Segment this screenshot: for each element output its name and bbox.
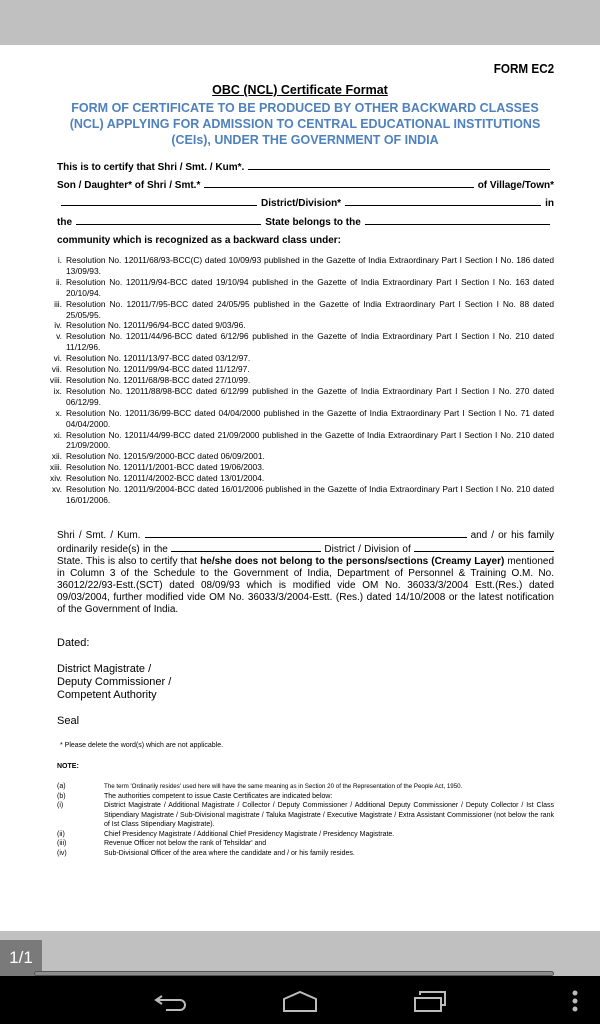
overflow-menu-icon: [570, 989, 580, 1013]
subtitle-line: FORM OF CERTIFICATE TO BE PRODUCED BY OTHER BACKWARD CLASSES: [71, 101, 539, 115]
recent-apps-icon: [412, 989, 448, 1013]
page-indicator[interactable]: 1/1: [0, 940, 42, 976]
recent-apps-button[interactable]: [405, 984, 455, 1018]
resolution-item: xv. Resolution No. 12011/9/2004-BCC dated 16/01/2006 published in the Gazette of India Extraordinary Part I Section I No. 210 dated 16/01/2006.: [51, 484, 554, 505]
form-code: FORM EC2: [493, 61, 554, 76]
name-blank: [145, 528, 467, 538]
resolution-item: vi. Resolution No. 12011/13/97-BCC dated 03/12/97.: [53, 353, 251, 364]
certify-text: community which is recognized as a backward class under:: [57, 234, 341, 246]
certify-block: [57, 159, 554, 250]
state-blank: [76, 214, 261, 225]
back-button[interactable]: [146, 984, 196, 1018]
resolution-item: xi. Resolution No. 12011/44/99-BCC dated 21/09/2000 published in the Gazette of India Extraordinary Part I Section I No. 210 dated 21/09/2000.: [53, 429, 554, 451]
resolution-item: iv. Resolution No. 12011/96/94-BCC dated 9/03/96.: [54, 320, 246, 331]
parent-blank: [204, 177, 473, 188]
note-item: (ii) Chief Presidency Magistrate / Additional Chief Presidency Magistrate / Presidency Magistrate.: [57, 830, 395, 838]
home-button[interactable]: [275, 984, 325, 1018]
note-item: (iii) Revenue Officer not below the rank of Tehsildar' and: [57, 840, 267, 847]
certify-text: Son / Daughter* of Shri / Smt.*: [57, 180, 201, 192]
resolution-item: xii. Resolution No. 12015/9/2000-BCC dated 06/09/2001.: [51, 451, 265, 462]
note-heading: NOTE:: [57, 763, 79, 770]
viewer-bottom-bar: [0, 931, 600, 976]
certify-text: the: [57, 216, 72, 228]
note-item: (iv) Sub-Divisional Officer of the area where the candidate and / or his family resides.: [57, 849, 355, 857]
overflow-menu-button[interactable]: [550, 984, 600, 1018]
resolution-item: viii. Resolution No. 12011/68/98-BCC dated 27/10/99.: [49, 374, 251, 385]
community-blank: [365, 214, 550, 225]
resolution-list: [44, 255, 554, 506]
dated-label: Dated:: [57, 637, 90, 649]
resolution-item: ii. Resolution No. 12011/9/94-BCC dated 19/10/94 published in the Gazette of India Extraordinary Part I Section I No. 163 dated 20/10/94.: [55, 276, 554, 298]
subtitle-line: (CEIs), UNDER THE GOVERNMENT OF INDIA: [171, 133, 439, 147]
pdf-page[interactable]: [0, 45, 600, 931]
signatory-block: District Magistrate / Deputy Commissioner / Competent Authority: [57, 663, 172, 701]
resolution-item: i. Resolution No. 12011/68/93-BCC(C) dated 10/09/93 published in the Gazette of India Extraordinary Part I Section I No. 186 dated 13/09/93.: [57, 255, 554, 276]
resolution-item: xiv. Resolution No. 12011/4/2002-BCC dated 13/01/2004.: [50, 473, 265, 484]
certify-text: State belongs to the: [265, 216, 361, 228]
certification-paragraph: Shri / Smt. / Kum. and / or his family ordinarily reside(s) in the District / Division of State. This is also to certify that he/she does not belong to the persons/sections (Creamy Layer) mentioned in Column 3 of the Schedule to the Government of India, Department of Personnel & Training O.M. No. 36012/22/93-Estt.(SCT) dated 08/09/93 which is modified vide OM No. 36033/3/2004 Estt.(Res.) dated 09/03/2004, further modified vide OM No. 36033/3/2004-Estt. (Res.) dated 14/10/2008 or the latest notification of the Government of India.: [57, 530, 555, 615]
note-item: (i) District Magistrate / Additional Magistrate / Collector / Deputy Commissioner / Additional Deputy Commissioner / Deputy Collector / Ist Class Stipendiary Magistrate / Sub-Divisional magistrate / Taluka Magistrate / Executive Magistrate / Extra Assistant Commissioner (not below the rank of Ist Class Stipendiary Magistrate).: [57, 802, 554, 828]
resolution-item: ix. Resolution No. 12011/88/98-BCC dated 6/12/99 published in the Gazette of India Extraordinary Part I Section I No. 270 dated 06/12/99.: [53, 385, 554, 407]
creamy-layer-statement: he/she does not belong to the persons/sections (Creamy Layer): [200, 556, 505, 567]
back-icon: [153, 989, 189, 1013]
district-blank: [171, 542, 321, 552]
district-blank: [345, 195, 541, 206]
document-title: OBC (NCL) Certificate Format: [212, 83, 388, 97]
certify-text: This is to certify that Shri / Smt. / Kum*.: [57, 162, 245, 173]
resolution-item: xiii. Resolution No. 12011/1/2001-BCC dated 19/06/2003.: [49, 462, 265, 473]
subtitle-line: (NCL) APPLYING FOR ADMISSION TO CENTRAL EDUCATIONAL INSTITUTIONS: [69, 117, 541, 131]
android-nav-bar: [0, 976, 600, 1024]
document-subtitle: [60, 100, 550, 148]
seal-label: Seal: [57, 715, 80, 727]
certify-text: in: [545, 198, 555, 210]
certify-text: District/Division*: [261, 198, 342, 210]
village-blank: [61, 195, 257, 206]
name-blank: [248, 159, 550, 170]
resolution-item: v. Resolution No. 12011/44/96-BCC dated 6/12/96 published in the Gazette of India Extraordinary Part I Section I No. 210 dated 11/12/96.: [56, 331, 554, 353]
state-blank: [414, 542, 554, 552]
resolution-item: vii. Resolution No. 12011/99/94-BCC dated 11/12/97.: [51, 364, 250, 375]
note-item: (a) The term 'Ordinarily resides' used here will have the same meaning as in Section 20 of the Representation of the People Act, 1950.: [57, 783, 463, 790]
footnote: * Please delete the word(s) which are not applicable.: [60, 742, 224, 749]
resolution-item: iii. Resolution No. 12011/7/95-BCC dated 24/05/95 published in the Gazette of India Extraordinary Part I Section I No. 88 dated 25/05/95.: [54, 298, 554, 320]
home-icon: [280, 989, 320, 1013]
notes-list: [57, 782, 554, 858]
note-item: (b) The authorities competent to issue Caste Certificates are indicated below:: [57, 792, 333, 800]
certify-text: of Village/Town*: [477, 180, 554, 192]
top-toolbar: [0, 0, 600, 45]
resolution-item: x. Resolution No. 12011/36/99-BCC dated 04/04/2000 published in the Gazette of India Extraordinary Part I Section I No. 71 dated 04/04/2000.: [55, 407, 554, 429]
